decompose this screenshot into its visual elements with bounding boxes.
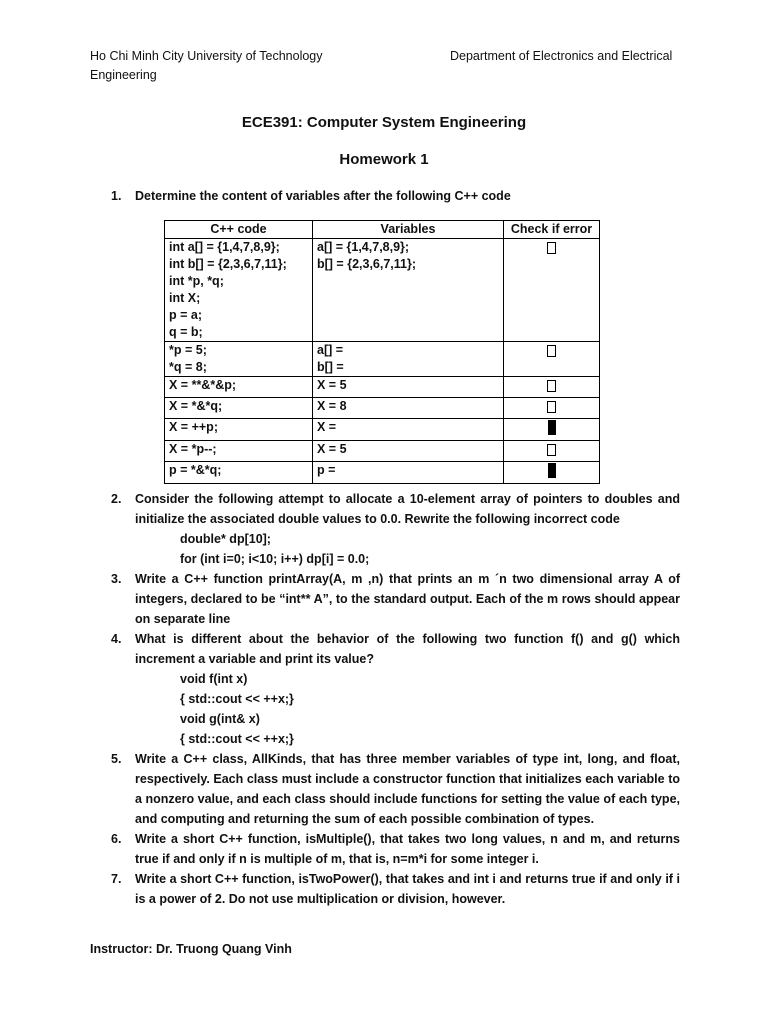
question-7 [90, 869, 680, 909]
code-line: int b[] = {2,3,6,7,11}; [169, 257, 287, 271]
checkbox-filled-icon[interactable] [548, 420, 556, 435]
table-row [165, 342, 600, 377]
instructor-footer: Instructor: Dr. Truong Quang Vinh [90, 942, 292, 956]
code-cell [165, 239, 313, 342]
variable-line: a[] = {1,4,7,8,9}; [317, 240, 410, 254]
code-cell [165, 377, 313, 398]
code-line: X = ++p; [169, 420, 218, 434]
variables-cell [313, 342, 504, 377]
pointer-table [164, 220, 600, 484]
table-header-row [165, 221, 600, 239]
question-number: 7. [111, 872, 122, 886]
variables-cell [313, 441, 504, 462]
code-cell [165, 462, 313, 484]
table-row [165, 462, 600, 484]
question-text: What is different about the behavior of the following two function f() and g() which increment a variable and print its value? [135, 632, 680, 666]
check-cell [504, 239, 600, 342]
variables-cell [313, 377, 504, 398]
table-row [165, 419, 600, 441]
variable-line: X = [317, 420, 337, 434]
question-number: 6. [111, 832, 122, 846]
question-text: Write a C++ function printArray(A, m ,n) that prints an m ´n two dimensional array A of integers, declared to be “int** A”, to the standard output. Each of the m rows should appear on separate line [135, 572, 680, 626]
question-5 [90, 749, 680, 829]
code-line: X = *p--; [169, 442, 217, 456]
question-text: Consider the following attempt to allocate a 10-element array of pointers to doubles and initialize the associated double values to 0.0. Rewrite the following incorrect code [135, 492, 680, 526]
table-row [165, 398, 600, 419]
question-text: Write a short C++ function, isTwoPower(), that takes and int i and returns true if and only if i is a power of 2. Do not use multiplication or division, however. [135, 872, 680, 906]
code-line: int a[] = {1,4,7,8,9}; [169, 240, 280, 254]
check-cell [504, 377, 600, 398]
checkbox-empty-icon[interactable] [547, 401, 556, 413]
checkbox-empty-icon[interactable] [547, 444, 556, 456]
question-1 [90, 186, 680, 206]
check-cell [504, 441, 600, 462]
checkbox-empty-icon[interactable] [547, 380, 556, 392]
question-number: 3. [111, 572, 122, 586]
variable-line: X = 5 [317, 442, 347, 456]
code-cell [165, 419, 313, 441]
code-line: *q = 8; [169, 360, 207, 374]
table-row [165, 377, 600, 398]
column-header: Check if error [504, 221, 600, 239]
checkbox-filled-icon[interactable] [548, 463, 556, 478]
code-line: X = **&*&p; [169, 378, 237, 392]
question-text: Write a short C++ function, isMultiple(), that takes two long values, n and m, and returns true if and only if n is multiple of m, that is, n=m*i for some integer i. [135, 832, 680, 866]
code-line: void f(int x) [180, 672, 248, 686]
code-cell [165, 441, 313, 462]
code-line: int X; [169, 291, 201, 305]
question-6 [90, 829, 680, 869]
code-line: { std::cout << ++x;} [180, 692, 294, 706]
code-line: X = *&*q; [169, 399, 223, 413]
code-cell [165, 342, 313, 377]
code-line: for (int i=0; i<10; i++) dp[i] = 0.0; [180, 552, 370, 566]
table-row [165, 441, 600, 462]
variable-line: X = 5 [317, 378, 347, 392]
department-name-continued: Engineering [90, 68, 157, 82]
variable-line: p = [317, 463, 336, 477]
variables-cell [313, 462, 504, 484]
table-row [165, 239, 600, 342]
question-2 [90, 489, 680, 569]
variable-line: b[] = {2,3,6,7,11}; [317, 257, 417, 271]
variable-line: a[] = [317, 343, 344, 357]
check-cell [504, 419, 600, 441]
code-line: double* dp[10]; [180, 532, 271, 546]
variable-line: b[] = [317, 360, 344, 374]
question-text: Determine the content of variables after the following C++ code [135, 189, 511, 203]
question-number: 5. [111, 752, 122, 766]
variables-cell [313, 239, 504, 342]
variables-cell [313, 419, 504, 441]
check-cell [504, 398, 600, 419]
code-line: *p = 5; [169, 343, 207, 357]
checkbox-empty-icon[interactable] [547, 242, 556, 254]
code-line: q = b; [169, 325, 203, 339]
question-4 [90, 629, 680, 749]
check-cell [504, 462, 600, 484]
code-line: int *p, *q; [169, 274, 224, 288]
check-cell [504, 342, 600, 377]
question-number: 1. [111, 189, 122, 203]
department-name: Department of Electronics and Electrical [450, 49, 673, 63]
question-3 [90, 569, 680, 629]
variables-cell [313, 398, 504, 419]
course-title: ECE391: Computer System Engineering [241, 114, 527, 131]
code-line: void g(int& x) [180, 712, 260, 726]
variable-line: X = 8 [317, 399, 347, 413]
column-header: C++ code [165, 221, 313, 239]
homework-title: Homework 1 [339, 151, 429, 168]
code-line: p = *&*q; [169, 463, 222, 477]
code-line: { std::cout << ++x;} [180, 732, 294, 746]
column-header: Variables [313, 221, 504, 239]
code-cell [165, 398, 313, 419]
question-text: Write a C++ class, AllKinds, that has three member variables of type int, long, and float, respectively. Each class must include a constructor function that initializes each variable to a nonzero value, and each class should include functions for setting the value of each type, and computing and returning the sum of each possible combination of types. [135, 752, 680, 826]
university-name: Ho Chi Minh City University of Technology [90, 49, 323, 63]
code-line: p = a; [169, 308, 202, 322]
checkbox-empty-icon[interactable] [547, 345, 556, 357]
question-number: 4. [111, 632, 122, 646]
question-number: 2. [111, 492, 122, 506]
